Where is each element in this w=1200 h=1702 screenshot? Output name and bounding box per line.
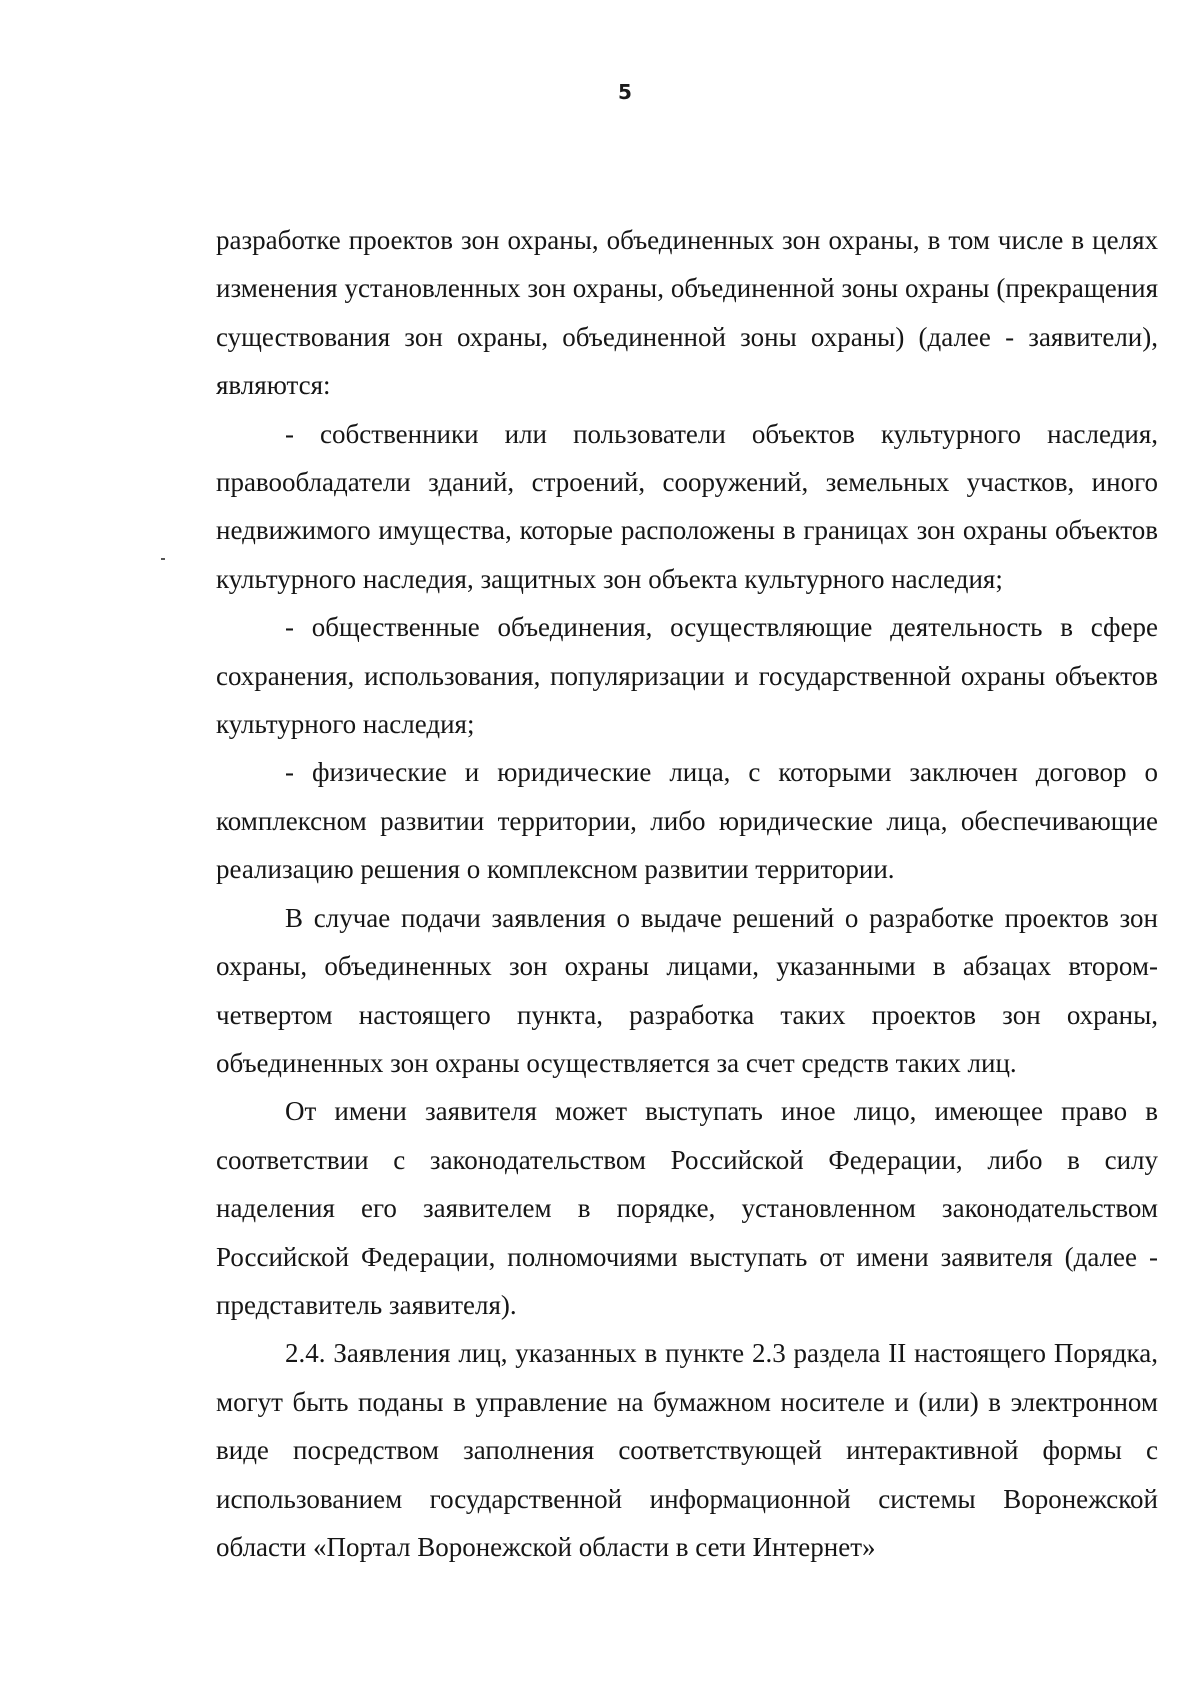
paragraph-funding: В случае подачи заявления о выдаче решений о разработке проектов зон охраны, объединенных зон охраны лицами, указанными в абзацах втором-четвертом настоящего пункта, разработка таких проектов зон охраны, объединенных зон охраны осуществляется за счет средств таких лиц.: [216, 902, 1158, 1078]
paragraph-applicants-continuation: разработке проектов зон охраны, объединенных зон охраны, в том числе в целях изменения установленных зон охраны, объединенной зоны охраны (прекращения существования зон охраны, объединенной зоны охраны) (далее - заявители), являются:: [216, 225, 1158, 401]
document-body: [216, 216, 1158, 1571]
paragraph-representative: От имени заявителя может выступать иное лицо, имеющее право в соответствии с законодательством Российской Федерации, либо в силу наделения его заявителем в порядке, установленном законодательством Российской Федерации, полномочиями выступать от имени заявителя (далее - представитель заявителя).: [216, 1096, 1158, 1320]
paragraph-owners-users: - собственники или пользователи объектов культурного наследия, правообладатели зданий, строений, сооружений, земельных участков, иного недвижимого имущества, которые расположены в границах зон охраны объектов культурного наследия, защитных зон объекта культурного наследия;: [216, 418, 1158, 594]
paragraph-2-4-submission: 2.4. Заявления лиц, указанных в пункте 2.3 раздела II настоящего Порядка, могут быть поданы в управление на бумажном носителе и (или) в электронном виде посредством заполнения соответствующей интерактивной формы с использованием государственной информационной системы Воронежской области «Портал Воронежской области в сети Интернет»: [216, 1338, 1158, 1562]
paragraph-legal-entities: - физические и юридические лица, с которыми заключен договор о комплексном развитии территории, либо юридические лица, обеспечивающие реализацию решения о комплексном развитии территории.: [216, 757, 1158, 885]
page-number: 5: [618, 80, 632, 104]
scan-artifact-mark: [161, 558, 165, 560]
paragraph-public-associations: - общественные объединения, осуществляющие деятельность в сфере сохранения, использования, популяризации и государственной охраны объектов культурного наследия;: [216, 612, 1158, 740]
